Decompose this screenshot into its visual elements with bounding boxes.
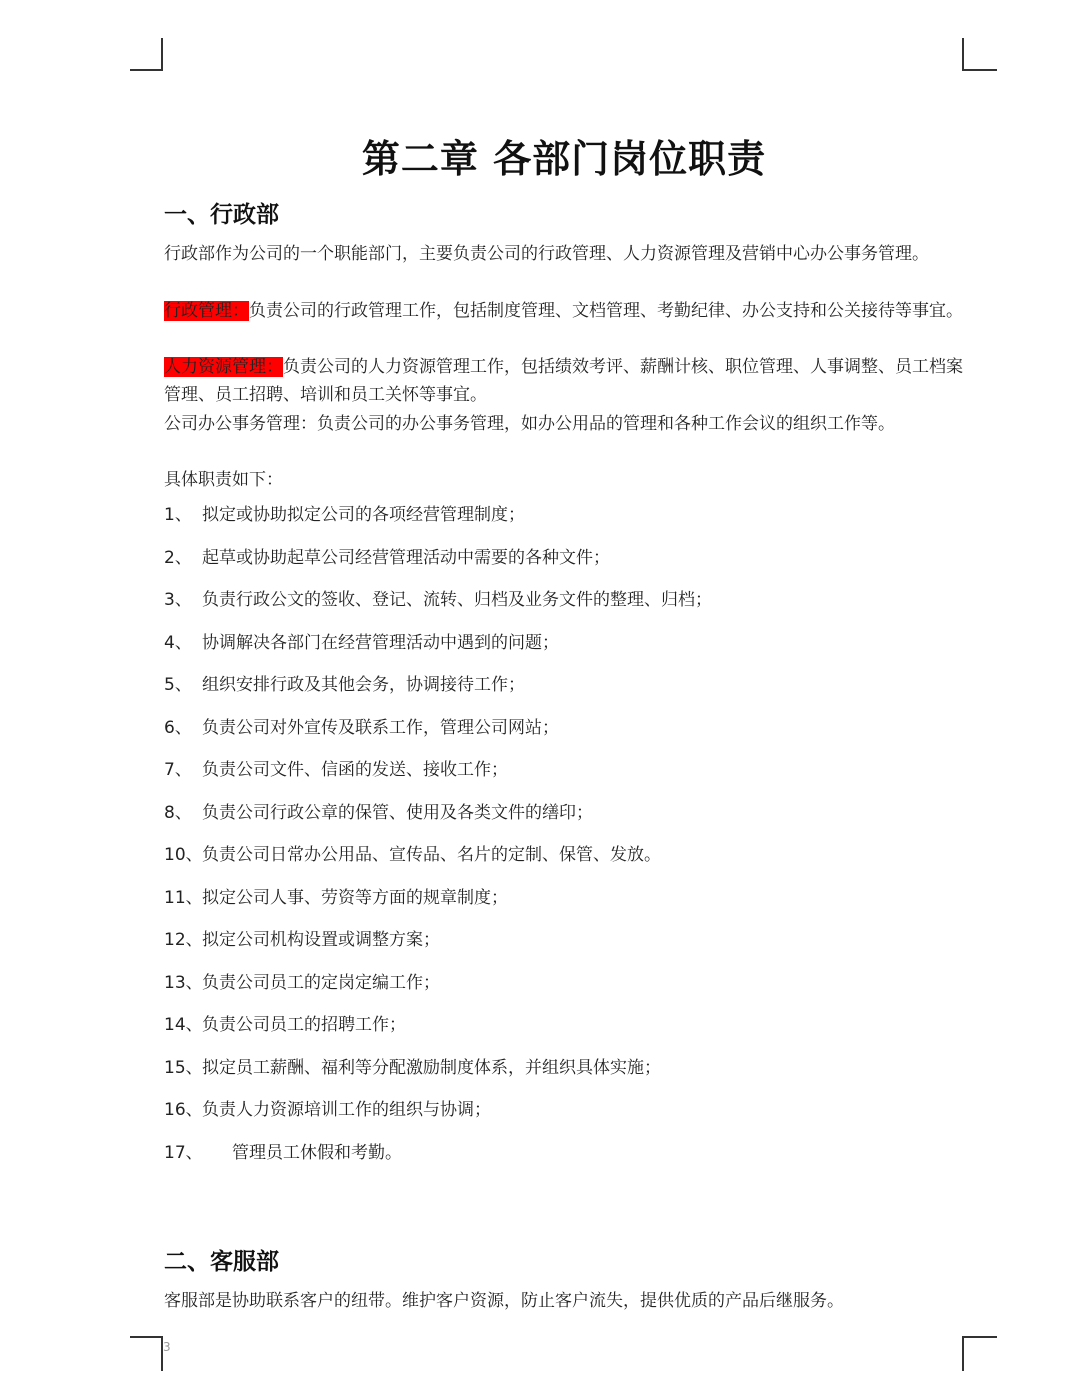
list-item [164,714,964,757]
list-item-text: 负责公司行政公章的保管、使用及各类文件的缮印； [202,802,593,823]
list-item-text: 负责公司日常办公用品、宣传品、名片的定制、保管、发放。 [202,845,661,865]
chapter-title: 第二章 各部门岗位职责 [361,137,767,181]
section-heading-admin: 一、行政部 [164,202,279,228]
list-item-number: 13、 [164,972,203,993]
list-item [164,841,964,884]
list-item-text: 负责公司文件、信函的发送、接收工作； [202,760,508,780]
customer-service-intro-paragraph: 客服部是协助联系客户的纽带。维护客户资源，防止客户流失，提供优质的产品后继服务。 [164,1291,844,1311]
crop-mark-bottom-right [962,1336,997,1371]
list-item [164,1054,964,1097]
hr-management-label: 人力资源管理： [164,357,283,377]
list-item-number: 17、 [164,1142,203,1163]
list-item [164,501,964,544]
list-item-number: 2、 [164,547,192,568]
list-item-text: 拟定公司机构设置或调整方案； [202,930,440,950]
list-item [164,629,964,672]
list-item-text: 负责公司员工的招聘工作； [202,1015,406,1035]
list-item-text: 起草或协助起草公司经营管理活动中需要的各种文件； [202,547,610,568]
list-item-text: 负责行政公文的签收、登记、流转、归档及业务文件的整理、归档； [202,590,712,610]
list-item-text: 负责人力资源培训工作的组织与协调； [202,1100,491,1120]
admin-management-text: 负责公司的行政管理工作，包括制度管理、文档管理、考勤纪律、办公支持和公关接待等事宜。 [249,301,963,321]
crop-mark-top-left [130,38,163,71]
list-item [164,969,964,1012]
list-item-number: 4、 [164,632,192,653]
list-item-text: 负责公司员工的定岗定编工作； [202,972,440,993]
hr-management-text: 负责公司的人力资源管理工作，包括绩效考评、薪酬计核、职位管理、人事调整、员工档案管理、员工招聘、培训和员工关怀等事宜。 [164,357,963,405]
list-item-number: 12、 [164,930,203,950]
list-item [164,926,964,969]
list-item-text: 组织安排行政及其他会务，协调接待工作； [202,675,525,695]
list-item-number: 1、 [164,505,192,525]
list-item-number: 15、 [164,1057,203,1078]
admin-intro-paragraph: 行政部作为公司的一个职能部门，主要负责公司的行政管理、人力资源管理及营销中心办公事务管理。 [164,244,929,264]
list-item-number: 6、 [164,717,192,738]
list-item [164,1011,964,1054]
crop-mark-top-right [962,38,997,71]
list-item-number: 3、 [164,590,192,610]
list-item [164,1096,964,1139]
list-item-number: 10、 [164,845,203,865]
admin-management-label: 行政管理： [164,301,249,321]
list-item [164,586,964,629]
list-item-text: 拟定公司人事、劳资等方面的规章制度； [202,887,508,908]
list-item-number: 11、 [164,887,203,908]
page-number: 3 [163,1340,171,1354]
duties-list [164,501,964,1181]
office-affairs-paragraph: 公司办公事务管理：负责公司的办公事务管理，如办公用品的管理和各种工作会议的组织工作等。 [164,414,895,434]
list-item [164,671,964,714]
list-item [164,756,964,799]
specific-duties-intro: 具体职责如下： [164,470,283,490]
list-item-number: 16、 [164,1100,203,1120]
list-item-text: 拟定员工薪酬、福利等分配激励制度体系，并组织具体实施； [202,1057,661,1078]
crop-mark-bottom-left [130,1336,163,1371]
admin-management-paragraph [164,297,964,325]
list-item [164,1139,964,1182]
list-item [164,544,964,587]
section-heading-customer-service: 二、客服部 [164,1249,279,1275]
list-item-number: 5、 [164,675,192,695]
list-item [164,799,964,842]
list-item [164,884,964,927]
list-item-number: 14、 [164,1015,203,1035]
list-item-number: 8、 [164,802,192,823]
list-item-text: 拟定或协助拟定公司的各项经营管理制度； [202,505,525,525]
hr-management-paragraph [164,353,964,409]
list-item-text: 协调解决各部门在经营管理活动中遇到的问题； [202,632,559,653]
list-item-text: 管理员工休假和考勤。 [232,1142,402,1163]
list-item-text: 负责公司对外宣传及联系工作，管理公司网站； [202,717,559,738]
list-item-number: 7、 [164,760,192,780]
